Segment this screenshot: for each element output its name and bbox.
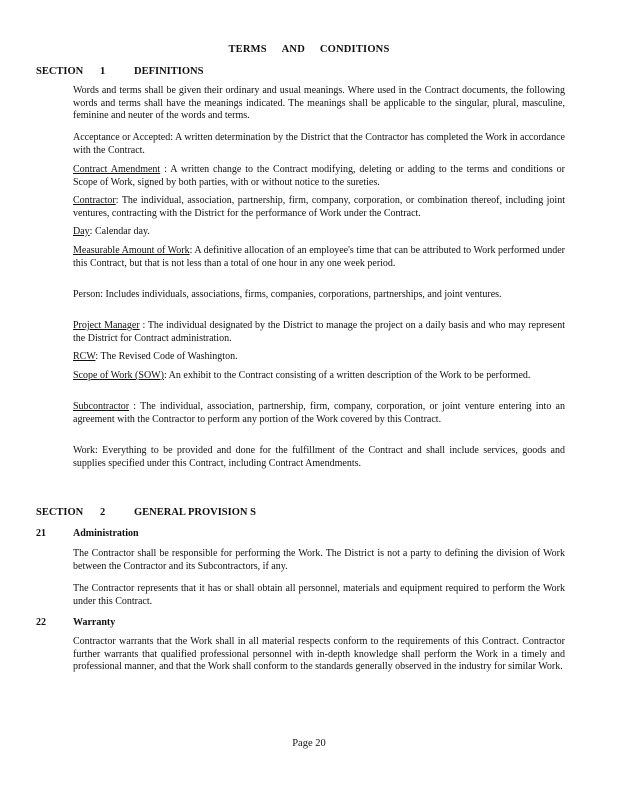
title-word: AND xyxy=(281,44,305,55)
paragraph: The Contractor represents that it has or shall obtain all personnel, materials and equipment required to perform the Work under this Contract. xyxy=(73,583,565,607)
subsection-number: 22 xyxy=(36,617,46,628)
definition-item: Work: Everything to be provided and done for the fulfillment of the Contract and shall include services, goods and supplies specified under this Contract, including Contract Amendments. xyxy=(73,445,565,469)
subsection-heading xyxy=(36,528,139,539)
section-label: SECTION xyxy=(36,507,84,518)
subsection-number: 21 xyxy=(36,528,46,539)
definition-item: Day: Calendar day. xyxy=(73,226,150,237)
definition-item: Contractor: The individual, association, partnership, firm, company, corporation, or combination thereof, including joint ventures, contracting with the District for the performance of Work under the Contract. xyxy=(73,195,565,219)
subsection-title: Administration xyxy=(73,528,139,539)
subsection-heading xyxy=(36,617,115,628)
definition-item: Subcontractor : The individual, association, partnership, firm, company, corporation, or joint venture entering into an agreement with the Contractor to perform any portion of the Work covered by this Contract. xyxy=(73,401,565,425)
page-number: Page 20 xyxy=(292,738,326,749)
paragraph: Contractor warrants that the Work shall in all material respects conform to the requirements of this Contract. Contractor further warrants that qualified professional personnel with in-depth knowledge shall perform the Work in a timely and professional manner, and that the Work shall conform to the standards generally observed in the industry for similar Work. xyxy=(73,636,565,673)
subsection-title: Warranty xyxy=(73,617,116,628)
document-title xyxy=(0,44,618,55)
definition-item: Person: Includes individuals, associations, firms, companies, corporations, partnerships, and joint ventures. xyxy=(73,289,502,300)
section-title: GENERAL PROVISION S xyxy=(134,507,256,518)
definition-item: Acceptance or Accepted: A written determination by the District that the Contractor has completed the Work in accordance with the Contract. xyxy=(73,132,565,156)
title-word: TERMS xyxy=(228,44,267,55)
title-word: CONDITIONS xyxy=(319,44,390,55)
definition-item: Contract Amendment : A written change to the Contract modifying, deleting or adding to the terms and conditions or Scope of Work, signed by both parties, with or without notice to the sureties. xyxy=(73,164,565,188)
definition-item: Measurable Amount of Work: A definitive allocation of an employee's time that can be attributed to Work performed under this Contract, but that is not less than a total of one hour in any one week period. xyxy=(73,245,565,269)
section-number: 1 xyxy=(100,66,106,77)
definition-item: Project Manager : The individual designated by the District to manage the project on a daily basis and who may represent the District for Contract administration. xyxy=(73,320,565,344)
section-1-heading xyxy=(36,66,203,77)
section-label: SECTION xyxy=(36,66,84,77)
definition-item: Scope of Work (SOW): An exhibit to the Contract consisting of a written description of the Work to be performed. xyxy=(73,370,531,381)
section-number: 2 xyxy=(100,507,106,518)
section-title: DEFINITIONS xyxy=(134,66,204,77)
definitions-intro: Words and terms shall be given their ordinary and usual meanings. Where used in the Contract documents, the following words and terms shall have the meanings indicated. The meanings shall be applicable to the singular, plural, masculine, feminine and neuter of the words and terms. xyxy=(73,85,565,122)
section-2-heading xyxy=(36,507,256,518)
definition-item: RCW: The Revised Code of Washington. xyxy=(73,351,238,362)
paragraph: The Contractor shall be responsible for performing the Work. The District is not a party to defining the division of Work between the Contractor and its Subcontractors, if any. xyxy=(73,548,565,572)
